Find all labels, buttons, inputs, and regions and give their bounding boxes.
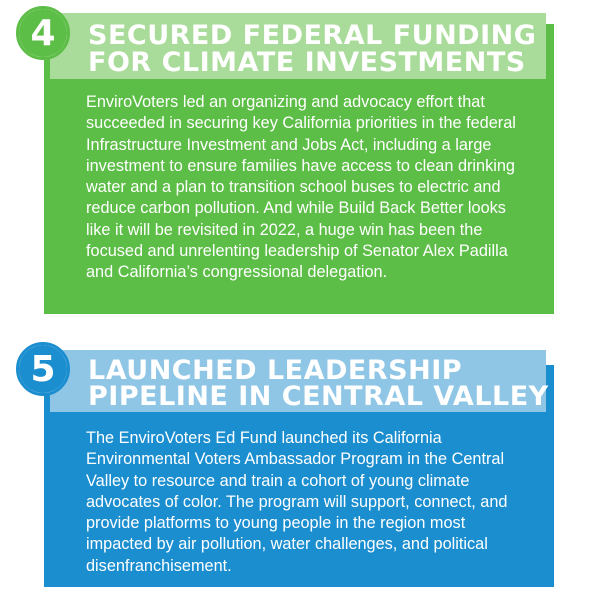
section-5-title-line1: LAUNCHED LEADERSHIP: [88, 355, 463, 386]
section-5-title-line2: PIPELINE IN CENTRAL VALLEY: [88, 381, 549, 412]
section-5-number-badge: [16, 342, 70, 396]
section-4-title-line2: FOR CLIMATE INVESTMENTS: [88, 47, 526, 78]
section-4-number: 4: [19, 9, 67, 57]
section-5-body: The EnviroVoters Ed Fund launched its California Environmental Voters Ambassador Program in the Central Valley to resource and train a cohort of young climate advocates of color. The program will support, connect, and provide platforms to young people in the region most impacted by air pollution, water challenges, and political disenfranchisement.: [86, 429, 508, 575]
section-4-title-line1: SECURED FEDERAL FUNDING: [88, 20, 537, 51]
section-4-number-badge: [16, 6, 70, 60]
section-4-body: EnviroVoters led an organizing and advocacy effort that succeeded in securing key California priorities in the federal Infrastructure Investment and Jobs Act, including a large investment to ensure families have access to clean drinking water and a plan to transition school buses to electric and reduce carbon pollution. And while Build Back Better looks like it will be revisited in 2022, a huge win has been the focused and unrelenting leadership of Senator Alex Padilla and California’s congressional delegation.: [86, 93, 516, 282]
section-5-number: 5: [19, 345, 67, 393]
